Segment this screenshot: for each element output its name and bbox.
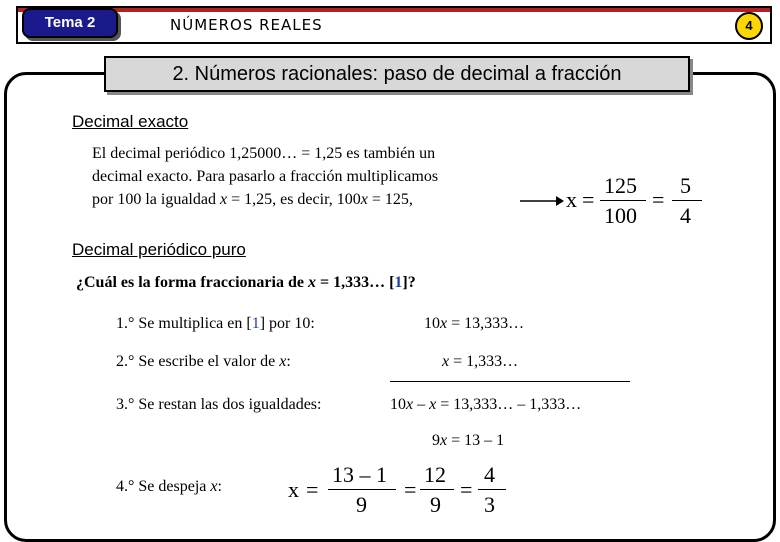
formula-final-den1: 9 (356, 492, 367, 517)
fraction-bar (328, 489, 396, 490)
step3-result: 9x = 13 – 1 (432, 432, 505, 449)
page-number-badge: 4 (735, 12, 763, 40)
formula-exact-num2: 5 (680, 173, 691, 198)
formula-exact-eq2: = (652, 187, 665, 212)
exact-text-line2: decimal exacto. Para pasarlo a fracción multiplicamos (92, 168, 439, 185)
formula-exact-x: x (566, 187, 577, 212)
formula-final-eq: = (306, 477, 319, 502)
formula-exact-num1: 125 (604, 173, 637, 198)
periodic-question: ¿Cuál es la forma fraccionaria de x = 1,333… [1]? (76, 274, 416, 291)
step1-label: 1.° Se multiplica en [1] por 10: (116, 315, 315, 332)
formula-final-num2: 12 (424, 462, 446, 487)
section-title: 2. Números racionales: paso de decimal a fracción (104, 56, 690, 92)
formula-exact-den1: 100 (604, 203, 637, 228)
heading-decimal-periodico-puro: Decimal periódico puro (72, 240, 246, 259)
exact-text-line1: El decimal periódico 1,25000… = 1,25 es también un (92, 145, 436, 162)
formula-exact-den2: 4 (680, 203, 691, 228)
fraction-bar (478, 489, 506, 490)
formula-final-x: x (288, 477, 299, 502)
step2-equation: x = 1,333… (442, 353, 519, 370)
step3-equation: 10x – x = 13,333… – 1,333… (390, 396, 582, 413)
step3-label: 3.° Se restan las dos igualdades: (116, 396, 322, 413)
formula-final-eq3: = (460, 477, 473, 502)
step4-label: 4.° Se despeja x: (116, 478, 222, 495)
heading-decimal-exacto: Decimal exacto (72, 112, 189, 131)
tema-badge: Tema 2 (22, 8, 118, 38)
step1-equation: 10x = 13,333… (424, 315, 525, 332)
arrow-right-icon (520, 194, 564, 208)
header-bar (16, 6, 772, 44)
step2-label: 2.° Se escribe el valor de x: (116, 353, 291, 370)
topic-title: NÚMEROS REALES (170, 16, 323, 34)
fraction-bar (672, 200, 702, 201)
exact-text-line3: por 100 la igualdad x = 1,25, es decir, 100x = 125, (92, 191, 413, 208)
subtraction-line (390, 381, 630, 382)
fraction-bar (600, 200, 646, 201)
formula-final-num1: 13 – 1 (332, 462, 387, 487)
formula-final-den3: 3 (484, 492, 495, 517)
formula-final-num3: 4 (484, 462, 495, 487)
fraction-bar (420, 489, 454, 490)
formula-final-den2: 9 (430, 492, 441, 517)
formula-exact-eq: = (582, 187, 595, 212)
content-panel (4, 72, 776, 542)
formula-final-eq2: = (404, 477, 417, 502)
